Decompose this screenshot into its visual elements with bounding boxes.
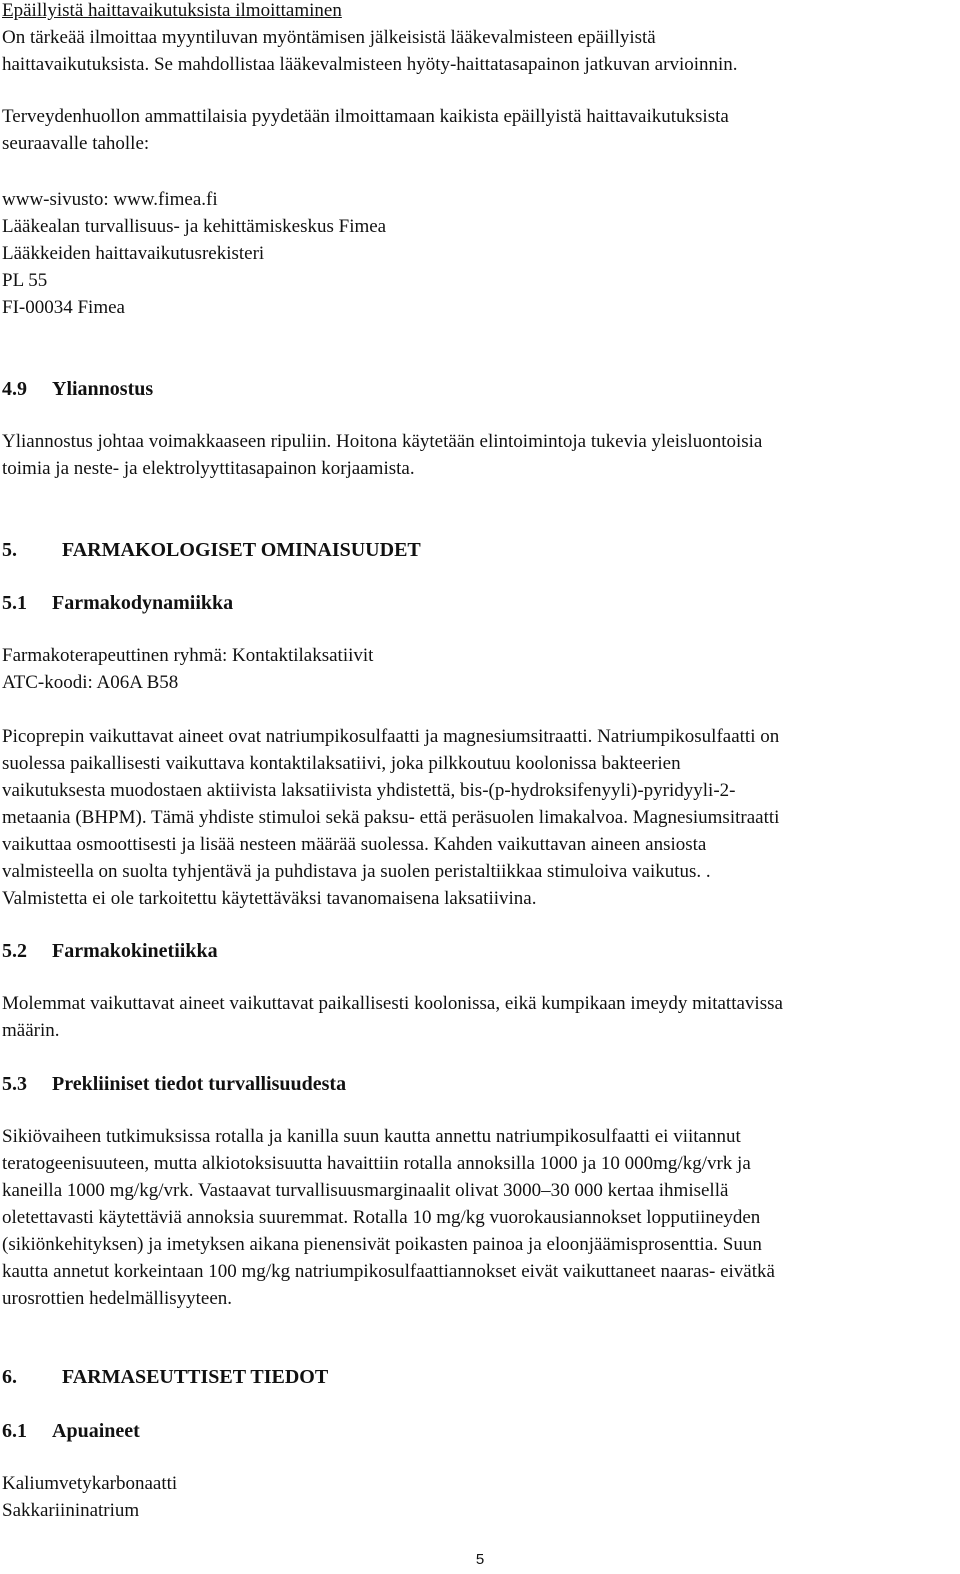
text-line: (sikiönkehityksen) ja imetyksen aikana pienensivät poikasten painoa ja eloonjäämisprosenttia. Suun [2,1234,762,1255]
text-line: valmisteella on suolta tyhjentävä ja puhdistava ja suolen peristaltiikkaa stimuloiva vaikutus. . [2,861,711,882]
section-heading-5-3 [2,1071,946,1098]
section-5-1-group [2,642,946,696]
section-heading-5-1 [2,590,946,617]
address-line: Lääkkeiden haittavaikutusrekisteri [2,243,265,264]
section-title: FARMASEUTTISET TIEDOT [62,1366,329,1388]
section-4-9-body [2,428,946,482]
section-title: Farmakokinetiikka [52,940,218,962]
section-number: 5.3 [2,1073,27,1095]
text-line: On tärkeää ilmoittaa myyntiluvan myöntämisen jälkeisistä lääkevalmisteen epäillyistä [2,27,656,48]
section-number: 5.2 [2,940,27,962]
excipient-item: Kaliumvetykarbonaatti [2,1473,178,1494]
section-number: 5.1 [2,592,27,614]
text-line: ATC-koodi: A06A B58 [2,672,179,693]
text-line: määrin. [2,1020,60,1041]
section-number: 5. [2,539,17,561]
address-line: Lääkealan turvallisuus- ja kehittämiskeskus Fimea [2,216,387,237]
address-line: FI-00034 Fimea [2,297,125,318]
section-5-1-body [2,723,946,912]
section-title: Apuaineet [52,1420,140,1442]
section-number: 4.9 [2,378,27,400]
text-line: Molemmat vaikuttavat aineet vaikuttavat paikallisesti koolonissa, eikä kumpikaan imeydy mitattavissa [2,993,783,1014]
text-line: Farmakoterapeuttinen ryhmä: Kontaktilaksatiivit [2,645,374,666]
text-line: vaikuttaa osmoottisesti ja lisää nesteen määrää suolessa. Kahden vaikuttavan aineen ansiosta [2,834,707,855]
section-title: Prekliiniset tiedot turvallisuudesta [52,1073,347,1095]
excipient-item: Sakkariininatrium [2,1500,140,1521]
section-heading-5-2 [2,938,946,965]
text-line: Yliannostus johtaa voimakkaaseen ripuliin. Hoitona käytetään elintoimintoja tukevia yleisluontoisia [2,431,763,452]
text-line: Valmistetta ei ole tarkoitettu käytettäväksi tavanomaisena laksatiivina. [2,888,537,909]
address-line: PL 55 [2,270,48,291]
text-line: vaikutuksesta muodostaen aktiivista laksatiivista yhdistettä, bis-(p-hydroksifenyyli)-pyridyyli-2- [2,780,736,801]
section-number: 6. [2,1366,17,1388]
section-5-2-body [2,990,946,1044]
text-line: kaneilla 1000 mg/kg/vrk. Vastaavat turvallisuusmarginaalit olivat 3000–30 000 kertaa ihmisellä [2,1180,729,1201]
text-line: urosrottien hedelmällisyyteen. [2,1288,233,1309]
text-line: teratogeenisuuteen, mutta alkiotoksisuutta havaittiin rotalla annoksilla 1000 ja 10 000mg/kg/vrk ja [2,1153,751,1174]
section-heading-6-1 [2,1418,946,1445]
text-line: metaania (BHPM). Tämä yhdiste stimuloi sekä paksu- että peräsuolen limakalvoa. Magnesiumsitraatti [2,807,780,828]
website-line: www-sivusto: www.fimea.fi [2,189,218,210]
section-heading-5 [2,537,946,564]
page-number: 5 [475,1551,485,1568]
text-line: suolessa paikallisesti vaikuttava kontaktilaksatiivi, joka pilkkoutuu koolonissa bakteerien [2,753,681,774]
section-number: 6.1 [2,1420,27,1442]
section-heading-6 [2,1364,946,1391]
section-title: FARMAKOLOGISET OMINAISUUDET [62,539,421,561]
text-line: Picoprepin vaikuttavat aineet ovat natriumpikosulfaatti ja magnesiumsitraatti. Natriumpikosulfaatti on [2,726,780,747]
section-title: Yliannostus [52,378,154,400]
section-6-1-body [2,1470,946,1524]
section-5-3-body [2,1123,946,1312]
section-heading-4-9 [2,376,946,403]
text-line: haittavaikutuksista. Se mahdollistaa lääkevalmisteen hyöty-haittatasapainon jatkuvan arvioinnin. [2,54,738,75]
text-line: Terveydenhuollon ammattilaisia pyydetään ilmoittamaan kaikista epäillyistä haittavaikutuksista [2,106,729,127]
reporting-request [2,103,946,157]
section-title: Farmakodynamiikka [52,592,234,614]
reporting-title: Epäillyistä haittavaikutuksista ilmoittaminen [2,0,342,21]
text-line: Sikiövaiheen tutkimuksissa rotalla ja kanilla suun kautta annettu natriumpikosulfaatti ei viitannut [2,1126,741,1147]
text-line: toimia ja neste- ja elektrolyyttitasapainon korjaamista. [2,458,415,479]
text-line: seuraavalle taholle: [2,133,150,154]
reporting-section [2,0,946,78]
text-line: kautta annetut korkeintaan 100 mg/kg natriumpikosulfaattiannokset eivät vaikuttaneet naaras- eivätkä [2,1261,775,1282]
text-line: oletettavasti käytettäviä annoksia suuremmat. Rotalla 10 mg/kg vuorokausiannokset lopputiineyden [2,1207,761,1228]
reporting-address [2,186,946,321]
